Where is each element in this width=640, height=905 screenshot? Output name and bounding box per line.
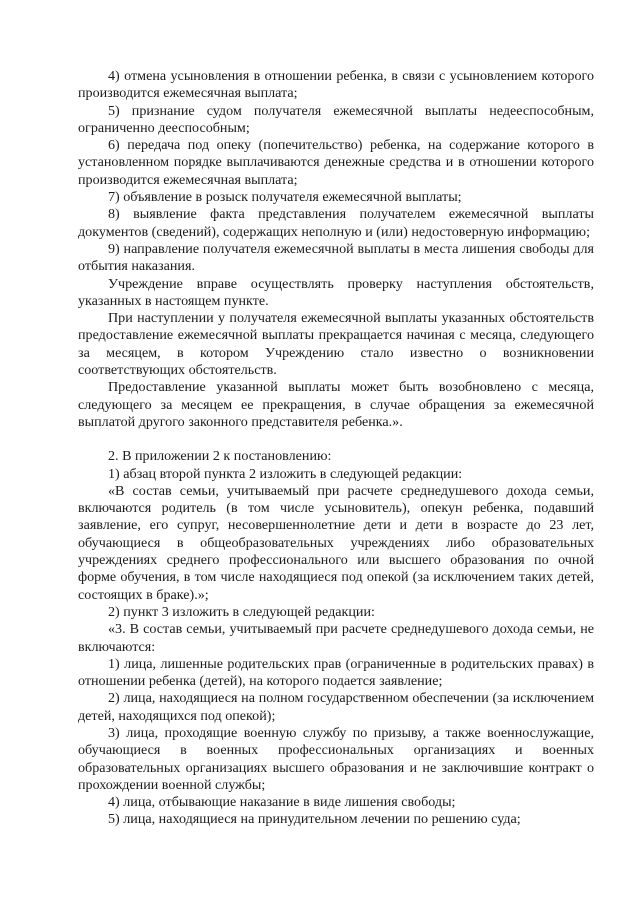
paragraph: 3) лица, проходящие военную службу по призыву, а также военнослужащие, обучающиеся в военных профессиональных организациях и военных образовательных организациях высшего образования и не заключившие контракт о прохождении военной службы;: [78, 724, 594, 793]
paragraph: 4) лица, отбывающие наказание в виде лишения свободы;: [108, 794, 456, 811]
paragraph: При наступлении у получателя ежемесячной выплаты указанных обстоятельств предоставление ежемесячной выплаты прекращается начиная с месяца, следующего за месяцем, в котором Учреждению стало известно о возникновении соответствующих обстоятельств.: [78, 310, 594, 379]
paragraph: 8) выявление факта представления получателем ежемесячной выплаты документов (сведений), содержащих неполную и (или) недостоверную информацию;: [78, 206, 594, 240]
paragraph: «В состав семьи, учитываемый при расчете среднедушевого дохода семьи, включаются родитель (в том числе усыновитель), опекун ребенка, подавший заявление, его супруг, несовершеннолетние дети и дети в возрасте до 23 лет, обучающиеся в общеобразовательных учреждениях либо образовательных учреждениях среднего профессионального или высшего образования по очной форме обучения, в том числе находящиеся под опекой (за исключением таких детей, состоящих в браке).»;: [78, 482, 594, 603]
paragraph-spacer: [78, 431, 594, 448]
paragraph: Учреждение вправе осуществлять проверку наступления обстоятельств, указанных в настоящем пункте.: [78, 275, 594, 309]
paragraph: 2) лица, находящиеся на полном государственном обеспечении (за исключением детей, находящихся под опекой);: [78, 690, 594, 724]
paragraph: Предоставление указанной выплаты может быть возобновлено с месяца, следующего за месяцем ее прекращения, в случае обращения за ежемесячной выплатой другого законного представителя ребенка.».: [78, 379, 594, 430]
paragraph: 5) признание судом получателя ежемесячной выплаты недееспособным, ограниченно дееспособным;: [78, 102, 594, 136]
paragraph: 2) пункт 3 изложить в следующей редакции:: [108, 603, 375, 620]
paragraph: 9) направление получателя ежемесячной выплаты в места лишения свободы для отбытия наказания.: [78, 240, 594, 275]
paragraph: 4) отмена усыновления в отношении ребенка, в связи с усыновлением которого производится ежемесячная выплата;: [78, 68, 594, 102]
paragraph: 6) передача под опеку (попечительство) ребенка, на содержание которого в установленном порядке выплачиваются денежные средства и в отношении которого производится ежемесячная выплата;: [78, 137, 594, 188]
document-page: [78, 68, 594, 829]
paragraph: 5) лица, находящиеся на принудительном лечении по решению суда;: [108, 811, 521, 828]
paragraph: «3. В состав семьи, учитываемый при расчете среднедушевого дохода семьи, не включаются:: [78, 621, 594, 655]
paragraph: 1) абзац второй пункта 2 изложить в следующей редакции:: [108, 465, 463, 482]
paragraph: 1) лица, лишенные родительских прав (ограниченные в родительских правах) в отношении ребенка (детей), на которого подается заявление;: [78, 655, 594, 690]
paragraph: 7) объявление в розыск получателя ежемесячной выплаты;: [108, 189, 462, 206]
section-heading: 2. В приложении 2 к постановлению:: [108, 448, 332, 465]
